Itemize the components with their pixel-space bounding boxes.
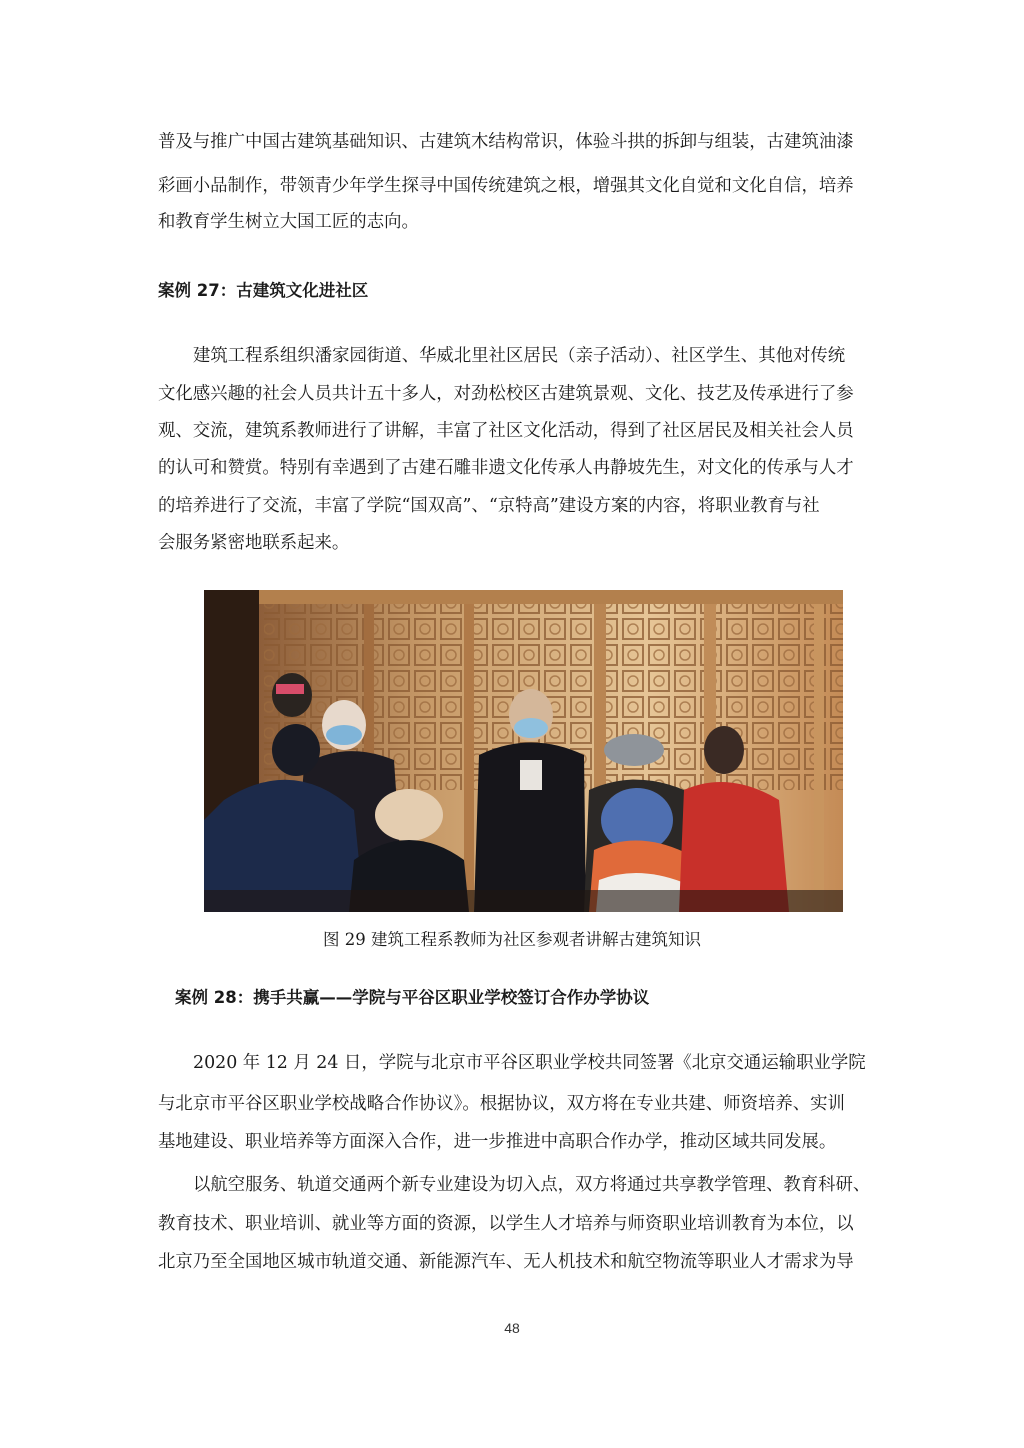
case28-heading: 案例 28：携手共赢——学院与平谷区职业学校签订合作办学协议 [175,988,650,1007]
case27-line-6: 会服务紧密地联系起来。 [158,533,350,553]
case28-para2-line-1: 以航空服务、轨道交通两个新专业建设为切入点，双方将通过共享教学管理、教育科研、 [193,1175,871,1195]
intro-line-3: 和教育学生树立大国工匠的志向。 [158,212,419,232]
case28-para2-line-2: 教育技术、职业培训、就业等方面的资源，以学生人才培养与师资职业培训教育为本位，以 [158,1214,854,1234]
case28-para1-line-2: 与北京市平谷区职业学校战略合作协议》。根据协议，双方将在专业共建、师资培养、实训 [158,1094,845,1114]
case27-line-2: 文化感兴趣的社会人员共计五十多人，对劲松校区古建筑景观、文化、技艺及传承进行了参 [158,384,854,404]
case27-line-1: 建筑工程系组织潘家园街道、华威北里社区居民（亲子活动）、社区学生、其他对传统 [193,346,846,366]
case28-para1-line-3: 基地建设、职业培养等方面深入合作，进一步推进中高职合作办学，推动区域共同发展。 [158,1132,837,1152]
case27-line-3: 观、交流，建筑系教师进行了讲解，丰富了社区文化活动，得到了社区居民及相关社会人员 [158,421,854,441]
page-number: 48 [504,1320,520,1336]
figure-photo [204,590,843,912]
case27-line-5: 的培养进行了交流，丰富了学院“国双高”、“京特高”建设方案的内容，将职业教育与社 [158,496,820,516]
intro-line-1: 普及与推广中国古建筑基础知识、古建筑木结构常识，体验斗拱的拆卸与组装，古建筑油漆 [158,132,854,152]
case27-line-4: 的认可和赞赏。特别有幸遇到了古建石雕非遗文化传承人冉静坡先生，对文化的传承与人才 [158,458,854,478]
case28-para2-line-3: 北京乃至全国地区城市轨道交通、新能源汽车、无人机技术和航空物流等职业人才需求为导 [158,1252,854,1272]
intro-line-2: 彩画小品制作，带领青少年学生探寻中国传统建筑之根，增强其文化自觉和文化自信，培养 [158,176,854,196]
case28-para1-line-1: 2020 年 12 月 24 日，学院与北京市平谷区职业学校共同签署《北京交通运输职业学院 [193,1053,866,1073]
case27-heading: 案例 27：古建筑文化进社区 [158,281,369,300]
figure-caption: 图 29 建筑工程系教师为社区参观者讲解古建筑知识 [323,930,701,949]
